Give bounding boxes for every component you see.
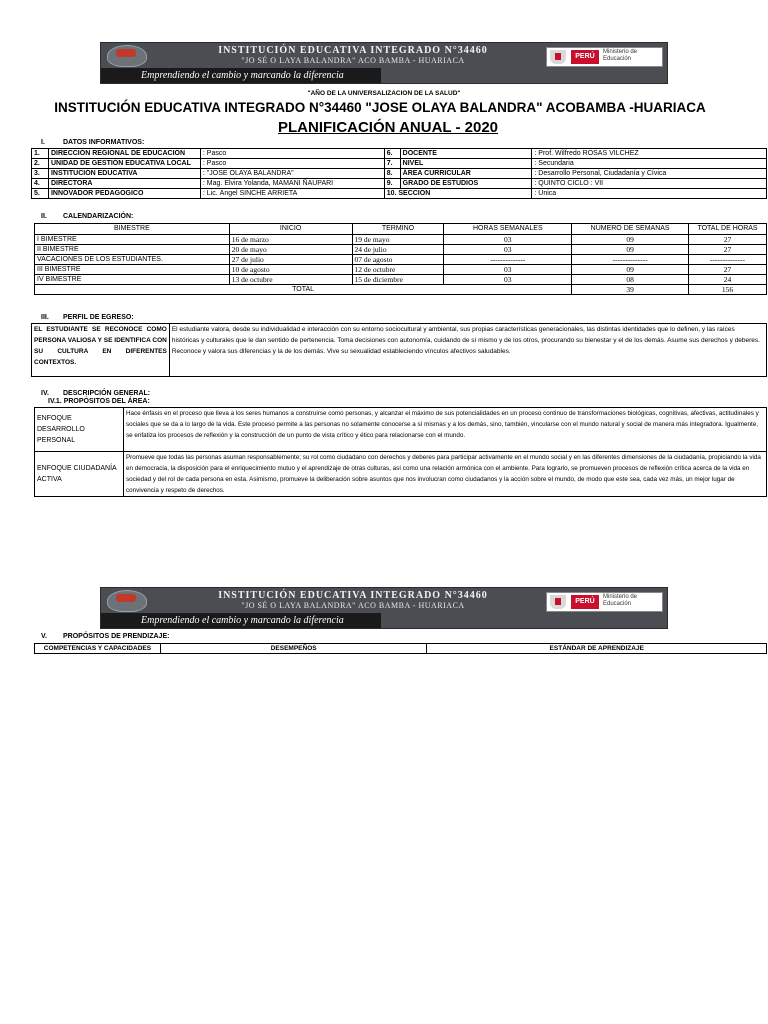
column-header: NÚMERO DE SEMANAS [572, 224, 689, 235]
table-row [35, 265, 767, 275]
year-motto: "AÑO DE LA UNIVERSALIZACION DE LA SALUD" [307, 90, 461, 97]
document-subtitle: PLANIFICACIÓN ANUAL - 2020 [277, 119, 499, 136]
bimestre-cell: I BIMESTRE [35, 235, 230, 245]
banner-subtitle: "JO SÉ O LAYA BALANDRA" ACO BAMBA - HUARIACA [241, 56, 465, 65]
column-header: COMPETENCIAS Y CAPACIDADES [35, 644, 161, 654]
school-logo-icon [107, 590, 147, 612]
perfil-table [31, 323, 767, 377]
section-label: DATOS INFORMATIVOS: [63, 139, 145, 146]
termino-cell: 07 de agosto [352, 255, 444, 265]
section-heading-calendarizacion [41, 213, 133, 220]
column-header: HORAS SEMANALES [444, 224, 572, 235]
info-value: : Secundaria [532, 159, 767, 169]
table-row [32, 179, 767, 189]
termino-cell: 19 de mayo [352, 235, 444, 245]
enfoque-label: ENFOQUE DESARROLLO PERSONAL [35, 408, 124, 452]
inicio-cell: 16 de marzo [229, 235, 352, 245]
table-row [35, 235, 767, 245]
enfoque-description: Hace énfasis en el proceso que lleva a los seres humanos a construirse como personas, y alcanzar el máximo de sus potencialidades en un proceso continuo de transformaciones biológicas, cognitivas, afectivas, actitudinales y sociales que se da a lo largo de la vida. Este proceso permite a las personas no solamente conocerse a sí mismas y a los demás, sino, también, vincularse con el mundo natural y social de manera más integradora. Igualmente, se enfatiza los procesos de reflexión y la construcción de un punto de vista crítico y ético para relacionarse con el mundo. [123, 408, 766, 452]
table-total-row [35, 285, 767, 295]
section-number: II. [41, 213, 47, 220]
school-logo-icon [107, 45, 147, 67]
banner-title: INSTITUCIÓN EDUCATIVA INTEGRADO N°34460 [218, 45, 488, 56]
info-num: 8. [384, 169, 400, 179]
peru-label: PERÚ [571, 595, 599, 609]
info-value: : Pasco [200, 159, 384, 169]
info-value: : QUINTO CICLO : VII [532, 179, 767, 189]
section-heading-descripcion [41, 390, 150, 397]
info-num: 4. [32, 179, 49, 189]
section-number: V. [41, 633, 47, 640]
table-header-row [35, 224, 767, 235]
table-row [32, 324, 767, 377]
descripcion-table [34, 407, 767, 497]
calendar-table [34, 223, 767, 295]
table-row [32, 189, 767, 199]
info-key: 10. SECCION [384, 189, 532, 199]
info-key: DIRECCIÓN REGIONAL DE EDUCACIÓN [48, 149, 200, 159]
info-num: 5. [32, 189, 49, 199]
section-label: DESCRIPCIÓN GENERAL: [63, 390, 151, 397]
section-heading-perfil [41, 314, 134, 321]
termino-cell: 15 de diciembre [352, 275, 444, 285]
table-row [32, 169, 767, 179]
info-value: : Desarrollo Personal, Ciudadanía y Cívica [532, 169, 767, 179]
table-row [35, 408, 767, 452]
school-banner [100, 587, 668, 629]
semanas-cell: 08 [572, 275, 689, 285]
info-value: : Única [532, 189, 767, 199]
total-cell: 27 [689, 235, 767, 245]
horas-cell: 03 [444, 245, 572, 255]
bimestre-cell: VACACIONES DE LOS ESTUDIANTES. [35, 255, 230, 265]
info-key: ÁREA CURRICULAR [400, 169, 532, 179]
school-banner [100, 42, 668, 84]
info-value: : Mag. Elvira Yolanda, MAMANI ÑAUPARI [200, 179, 384, 189]
table-row [32, 159, 767, 169]
section-number: I. [41, 139, 45, 146]
table-row [35, 245, 767, 255]
total-hours: 156 [689, 285, 767, 295]
info-value: : Prof. Wilfredo ROSAS VILCHEZ [532, 149, 767, 159]
section-heading-datos [41, 139, 144, 146]
total-cell: -------------- [689, 255, 767, 265]
info-key: INNOVADOR PEDAGOGICO [48, 189, 200, 199]
horas-cell: 03 [444, 275, 572, 285]
column-header: TOTAL DE HORAS [689, 224, 767, 235]
info-value: : Pasco [200, 149, 384, 159]
section-label: PERFIL DE EGRESO: [63, 314, 134, 321]
section-label: CALENDARIZACIÓN: [63, 213, 134, 220]
table-row [35, 452, 767, 497]
section-number: IV. [41, 390, 49, 397]
ministry-logo [546, 592, 663, 612]
banner-slogan: Emprendiendo el cambio y marcando la diferencia [101, 68, 381, 83]
column-header: INICIO [229, 224, 352, 235]
horas-cell: 03 [444, 265, 572, 275]
info-num: 7. [384, 159, 400, 169]
info-value: : Lic. Ángel SINCHE ARRIETA [200, 189, 384, 199]
section-heading-propositos-aprendizaje [41, 633, 169, 640]
info-key: GRADO DE ESTUDIOS [400, 179, 532, 189]
termino-cell: 12 de octubre [352, 265, 444, 275]
column-header: DESEMPEÑOS [160, 644, 427, 654]
section-label: IV.1. PROPÓSITOS DEL ÁREA: [48, 398, 150, 405]
section-label: PROPÓSITOS DE PRENDIZAJE: [63, 633, 170, 640]
enfoque-label: ENFOQUE CIUDADANÍA ACTIVA [35, 452, 124, 497]
semanas-cell: 09 [572, 245, 689, 255]
propositos-table [34, 643, 767, 654]
section-number: III. [41, 314, 49, 321]
info-key: DOCENTE [400, 149, 532, 159]
enfoque-description: Promueve que todas las personas asuman responsablemente; su rol como ciudadano con derechos y deberes para participar activamente en el mundo social y en las diferentes dimensiones de la ciudadanía, propiciando la vida en democracia, la disposición para el enriquecimiento mutuo y el aprendizaje de otras culturas, así como una relación armónica con el ambiente. Para lograrlo, se promueven procesos de reflexión crítica acerca de la vida en sociedad y del rol de cada persona en esta. Asimismo, promueve la deliberación sobre asuntos que nos involucran como ciudadanos y la acción sobre el mundo, de modo que este sea, cada vez más, un mejor lugar de convivencia y respeto de derechos. [123, 452, 766, 497]
info-key: DIRECTORA [48, 179, 200, 189]
perfil-competence: EL ESTUDIANTE SE RECONOCE COMO PERSONA VALIOSA Y SE IDENTIFICA CON SU CULTURA EN DIFERENTES CONTEXTOS. [32, 324, 170, 377]
info-num: 6. [384, 149, 400, 159]
info-num: 3. [32, 169, 49, 179]
table-row [35, 275, 767, 285]
semanas-cell: 09 [572, 235, 689, 245]
bimestre-cell: III BIMESTRE [35, 265, 230, 275]
bimestre-cell: II BIMESTRE [35, 245, 230, 255]
info-num: 1. [32, 149, 49, 159]
table-header-row [35, 644, 767, 654]
banner-slogan: Emprendiendo el cambio y marcando la diferencia [101, 613, 381, 628]
inicio-cell: 20 de mayo [229, 245, 352, 255]
semanas-cell: 09 [572, 265, 689, 275]
section-heading-propositos-area [48, 398, 150, 405]
ministry-label: Ministerio de Educación [603, 49, 638, 62]
info-num: 9. [384, 179, 400, 189]
banner-title: INSTITUCIÓN EDUCATIVA INTEGRADO N°34460 [218, 590, 488, 601]
info-key: INSTITUCIÓN EDUCATIVA [48, 169, 200, 179]
inicio-cell: 10 de agosto [229, 265, 352, 275]
table-row [32, 149, 767, 159]
table-row [35, 255, 767, 265]
bimestre-cell: IV BIMESTRE [35, 275, 230, 285]
column-header: TERMINO [352, 224, 444, 235]
inicio-cell: 27 de julio [229, 255, 352, 265]
info-table [31, 148, 767, 199]
peru-shield-icon [550, 50, 566, 64]
total-cell: 24 [689, 275, 767, 285]
horas-cell: 03 [444, 235, 572, 245]
total-label: TOTAL [35, 285, 572, 295]
peru-label: PERÚ [571, 50, 599, 64]
ministry-label: Ministerio de Educación [603, 594, 638, 607]
total-cell: 27 [689, 265, 767, 275]
horas-cell: -------------- [444, 255, 572, 265]
total-cell: 27 [689, 245, 767, 255]
info-value: : "JOSE OLAYA BALANDRA" [200, 169, 384, 179]
termino-cell: 24 de julio [352, 245, 444, 255]
info-num: 2. [32, 159, 49, 169]
banner-subtitle: "JO SÉ O LAYA BALANDRA" ACO BAMBA - HUARIACA [241, 601, 465, 610]
info-key: NIVEL [400, 159, 532, 169]
semanas-cell: -------------- [572, 255, 689, 265]
column-header: BIMESTRE [35, 224, 230, 235]
info-key: UNIDAD DE GESTIÓN EDUCATIVA LOCAL [48, 159, 200, 169]
column-header: ESTÁNDAR DE APRENDIZAJE [427, 644, 767, 654]
document-title: INSTITUCIÓN EDUCATIVA INTEGRADO N°34460 "JOSE OLAYA BALANDRA" ACOBAMBA -HUARIACA [54, 100, 706, 115]
peru-shield-icon [550, 595, 566, 609]
total-weeks: 39 [572, 285, 689, 295]
perfil-description: El estudiante valora, desde su individualidad e interacción con su entorno sociocultural y ambiental, sus propias características generacionales, las distintas identidades que lo definen, y las raíces históricas y culturales que le dan sentido de pertenencia. Toma decisiones con autonomía, cuidando de sí mismo y de los otros, procurando su bienestar y el de los demás. Asume sus derechos y deberes. Reconoce y valora sus diferencias y la de los demás. Vive su sexualidad estableciendo vínculos afectivos saludables. [169, 324, 766, 377]
inicio-cell: 13 de octubre [229, 275, 352, 285]
ministry-logo [546, 47, 663, 67]
